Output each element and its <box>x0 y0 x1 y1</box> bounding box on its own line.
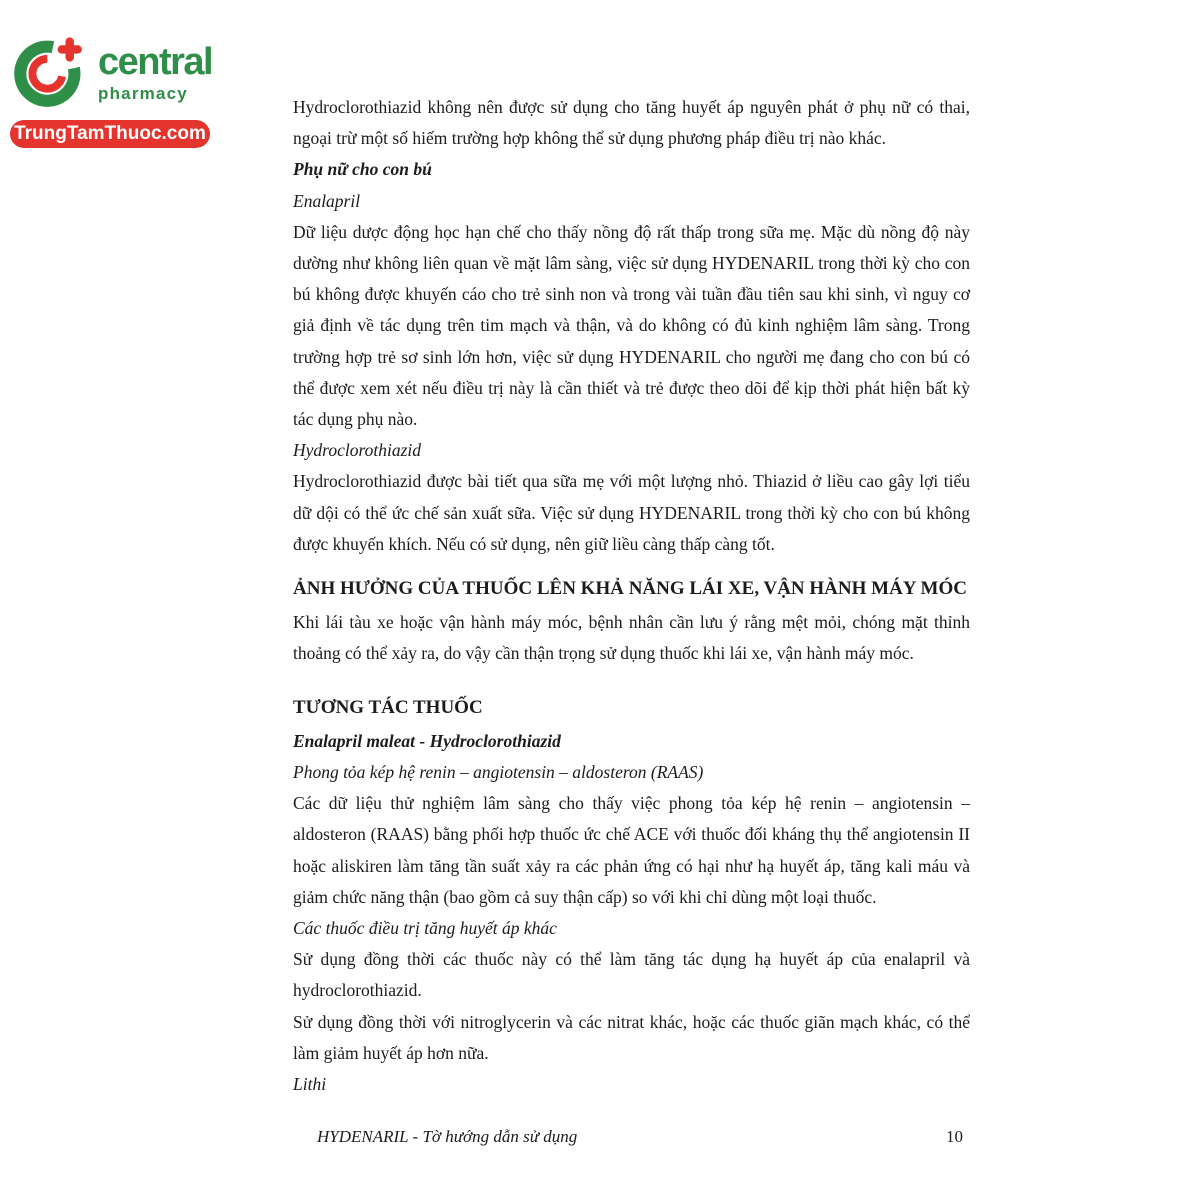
section-heading-driving-machines: ẢNH HƯỞNG CỦA THUỐC LÊN KHẢ NĂNG LÁI XE, VẬN HÀNH MÁY MÓC <box>293 578 967 600</box>
section-heading-drug-interactions: TƯƠNG TÁC THUỐC <box>293 696 483 718</box>
para-other-antihypertensives: Sử dụng đồng thời các thuốc này có thể làm tăng tác dụng hạ huyết áp của enalapril và hydroclorothiazid. <box>293 949 970 1001</box>
subheading-breastfeeding: Phụ nữ cho con bú <box>293 159 432 180</box>
logo-top-row <box>10 26 224 114</box>
footer-page-number: 10 <box>946 1127 963 1146</box>
para-raas-dual-blockade: Các dữ liệu thử nghiệm lâm sàng cho thấy việc phong tỏa kép hệ renin – angiotensin – aldosteron (RAAS) bằng phối hợp thuốc ức chế ACE với thuốc đối kháng thụ thể angiotensin II hoặc aliskiren làm tăng tần suất xảy ra các phản ứng có hại như hạ huyết áp, tăng kali máu và giảm chức năng thận (bao gồm cả suy thận cấp) so với khi chỉ dùng một loại thuốc. <box>293 793 970 907</box>
para-hctz-breastfeeding: Hydroclorothiazid được bài tiết qua sữa mẹ với một lượng nhỏ. Thiazid ở liều cao gây lợi tiểu dữ dội có thể ức chế sản xuất sữa. Việc sử dụng HYDENARIL trong thời kỳ cho con bú không được khuyến khích. Nếu có sử dụng, nên giữ liều càng thấp càng tốt. <box>293 471 970 554</box>
subheading-raas-dual-blockade: Phong tỏa kép hệ renin – angiotensin – aldosteron (RAAS) <box>293 762 704 783</box>
para-driving-machines: Khi lái tàu xe hoặc vận hành máy móc, bệnh nhân cần lưu ý rằng mệt mỏi, chóng mặt thỉnh thoảng có thể xảy ra, do vậy cần thận trọng sử dụng thuốc khi lái xe, vận hành máy móc. <box>293 612 970 664</box>
para-hctz-pregnancy: Hydroclorothiazid không nên được sử dụng cho tăng huyết áp nguyên phát ở phụ nữ có thai, ngoại trừ một số hiếm trường hợp không thể sử dụng phương pháp điều trị nào khác. <box>293 97 970 149</box>
pharmacy-logo <box>10 26 224 148</box>
subheading-hydroclorothiazid: Hydroclorothiazid <box>293 440 422 461</box>
para-nitrates-vasodilators: Sử dụng đồng thời với nitroglycerin và các nitrat khác, hoặc các thuốc giãn mạch khác, có thể làm giảm huyết áp hơn nữa. <box>293 1011 970 1063</box>
subheading-lithium: Lithi <box>293 1074 327 1095</box>
para-enalapril-breastfeeding: Dữ liệu dược động học hạn chế cho thấy nồng độ rất thấp trong sữa mẹ. Mặc dù nồng độ này dường như không liên quan về mặt lâm sàng, việc sử dụng HYDENARIL trong thời kỳ cho con bú không được khuyến cáo cho trẻ sinh non và trong vài tuần đầu tiên sau khi sinh, vì nguy cơ giả định về tác dụng trên tim mạch và thận, và do không có đủ kinh nghiệm lâm sàng. Trong trường hợp trẻ sơ sinh lớn hơn, việc sử dụng HYDENARIL cho người mẹ đang cho con bú có thể được xem xét nếu điều trị này là cần thiết và trẻ được theo dõi để kịp thời phát hiện bất kỳ tác dụng phụ nào. <box>293 221 970 430</box>
footer-document-title: HYDENARIL - Tờ hướng dẫn sử dụng <box>317 1127 578 1146</box>
logo-wordmark <box>98 40 213 104</box>
logo-website-banner: TrungTamThuoc.com <box>10 120 210 148</box>
subheading-enalapril: Enalapril <box>293 190 361 211</box>
document-body <box>293 92 970 1100</box>
logo-brand-text: central <box>98 40 213 83</box>
central-pharmacy-c-icon <box>10 26 94 114</box>
subheading-other-antihypertensives: Các thuốc điều trị tăng huyết áp khác <box>293 918 557 939</box>
subheading-enalapril-maleat-hctz: Enalapril maleat - Hydroclorothiazid <box>293 730 561 751</box>
logo-sub-text: pharmacy <box>98 83 188 103</box>
